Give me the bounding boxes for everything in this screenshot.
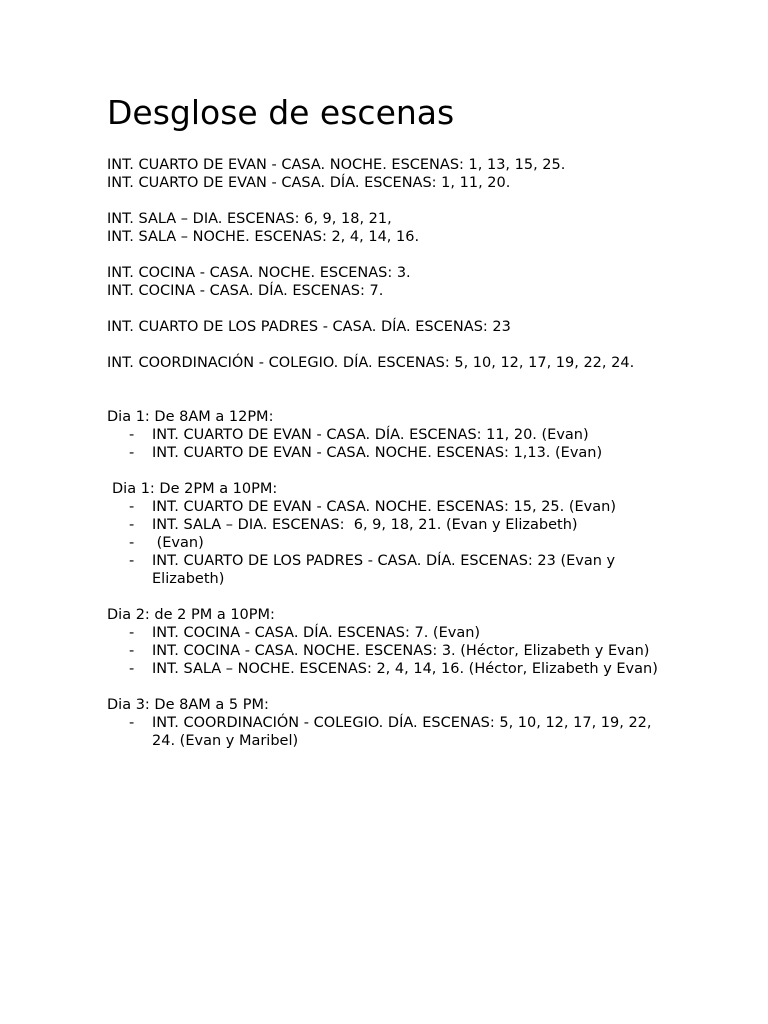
schedule-item [107,444,667,462]
breakdown-line: INT. SALA – NOCHE. ESCENAS: 2, 4, 14, 16. [107,229,420,245]
schedule-list [107,714,667,750]
schedule-item-text: INT. SALA – DIA. ESCENAS: 6, 9, 18, 21. (Evan y Elizabeth) [152,517,578,533]
schedule-item-text: INT. SALA – NOCHE. ESCENAS: 2, 4, 14, 16. (Héctor, Elizabeth y Evan) [152,661,658,677]
schedule-day-header: Dia 1: De 8AM a 12PM: [107,409,274,425]
dash-bullet: - [129,661,135,677]
breakdown-line: INT. CUARTO DE EVAN - CASA. DÍA. ESCENAS: 1, 11, 20. [107,175,511,191]
dash-bullet: - [129,643,135,659]
dash-bullet: - [129,535,135,551]
dash-bullet: - [129,445,135,461]
breakdown-line: INT. COCINA - CASA. NOCHE. ESCENAS: 3. [107,265,411,281]
schedule-block [107,606,667,678]
schedule-block [107,696,667,750]
document-body [107,156,667,750]
schedule-item [107,516,667,534]
spacer [107,678,667,696]
spacer [107,588,667,606]
schedule-item-text: INT. CUARTO DE EVAN - CASA. NOCHE. ESCENAS: 15, 25. (Evan) [152,499,616,515]
breakdown-group-cocina [107,264,667,300]
spacer [107,462,667,480]
schedule-item [107,624,667,642]
schedule-block [107,480,667,588]
schedule-item [107,498,667,516]
schedule-list [107,498,667,588]
schedule-item [107,714,667,750]
breakdown-line: INT. COCINA - CASA. DÍA. ESCENAS: 7. [107,283,384,299]
dash-bullet: - [129,715,135,731]
schedule-day-header: Dia 3: De 8AM a 5 PM: [107,697,269,713]
spacer [107,372,667,408]
schedule-item [107,426,667,444]
schedule-item [107,660,667,678]
schedule-item-text: INT. COORDINACIÓN - COLEGIO. DÍA. ESCENAS: 5, 10, 12, 17, 19, 22, 24. (Evan y Maribel) [152,715,652,749]
spacer [107,246,667,264]
schedule-item-text: (Evan) [152,535,204,551]
breakdown-group-evan-room [107,156,667,192]
schedule-item [107,534,667,552]
dash-bullet: - [129,625,135,641]
schedule-list [107,624,667,678]
dash-bullet: - [129,553,135,569]
schedule-item [107,552,667,588]
schedule-list [107,426,667,462]
schedule-item-text: INT. CUARTO DE LOS PADRES - CASA. DÍA. ESCENAS: 23 (Evan y Elizabeth) [152,553,616,587]
dash-bullet: - [129,427,135,443]
schedule-item [107,642,667,660]
schedule-day-header: Dia 1: De 2PM a 10PM: [112,481,278,497]
breakdown-group-sala [107,210,667,246]
spacer [107,300,667,318]
breakdown-line: INT. CUARTO DE LOS PADRES - CASA. DÍA. ESCENAS: 23 [107,319,511,335]
spacer [107,192,667,210]
schedule-item-text: INT. CUARTO DE EVAN - CASA. NOCHE. ESCENAS: 1,13. (Evan) [152,445,603,461]
schedule-item-text: INT. COCINA - CASA. DÍA. ESCENAS: 7. (Evan) [152,625,481,641]
schedule-day-header: Dia 2: de 2 PM a 10PM: [107,607,275,623]
schedule-item-text: INT. CUARTO DE EVAN - CASA. DÍA. ESCENAS: 11, 20. (Evan) [152,427,589,443]
schedule-item-text: INT. COCINA - CASA. NOCHE. ESCENAS: 3. (Héctor, Elizabeth y Evan) [152,643,650,659]
schedule-block [107,408,667,462]
dash-bullet: - [129,517,135,533]
breakdown-line: INT. SALA – DIA. ESCENAS: 6, 9, 18, 21, [107,211,392,227]
breakdown-line: INT. CUARTO DE EVAN - CASA. NOCHE. ESCENAS: 1, 13, 15, 25. [107,157,566,173]
breakdown-group-padres [107,318,667,336]
breakdown-line: INT. COORDINACIÓN - COLEGIO. DÍA. ESCENAS: 5, 10, 12, 17, 19, 22, 24. [107,355,635,371]
document-title: Desglose de escenas [107,93,455,132]
spacer [107,336,667,354]
dash-bullet: - [129,499,135,515]
breakdown-group-coordinacion [107,354,667,372]
